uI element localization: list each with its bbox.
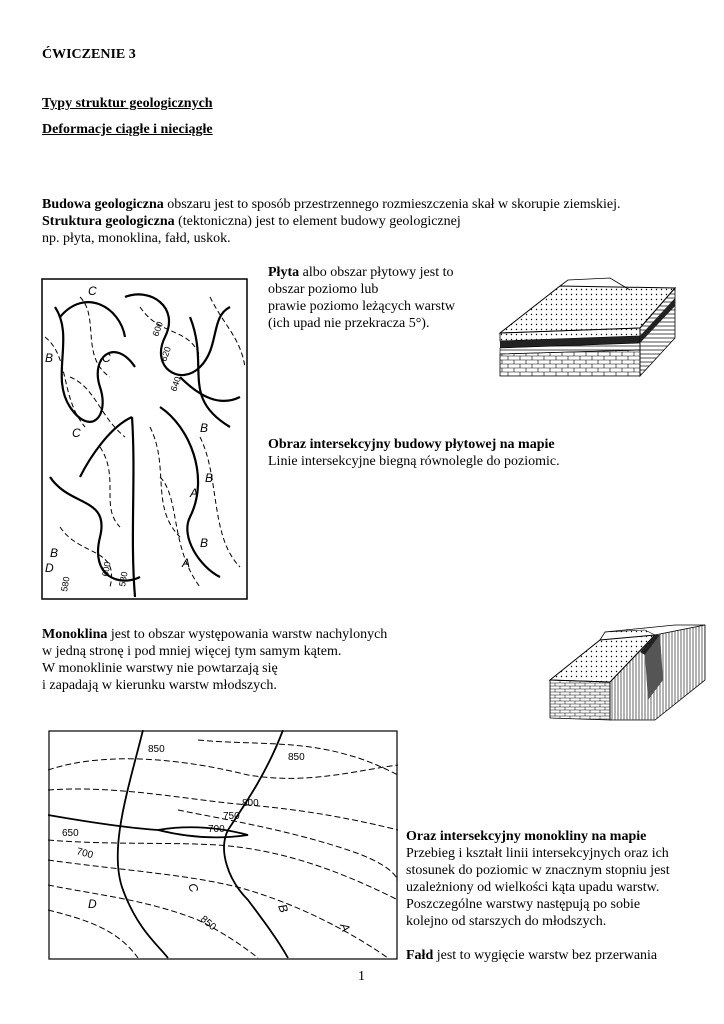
- map1-label-d1: D: [45, 561, 54, 575]
- map1-label-a1: A: [190, 486, 199, 500]
- map1-contour-600b: 600: [100, 560, 113, 578]
- map2-contour-850a: 850: [148, 744, 165, 755]
- obraz-monoklina-paragraph: [406, 828, 670, 930]
- section-title-types: Typy struktur geologicznych: [42, 96, 213, 111]
- map1-label-b1: B: [45, 351, 54, 365]
- term-budowa: Budowa geologiczna: [42, 197, 164, 212]
- map1-label-c2: C: [102, 351, 111, 365]
- map2-contour-850b: 850: [288, 752, 305, 763]
- monoklina-paragraph: [42, 626, 387, 694]
- map1-label-c3: C: [72, 426, 81, 440]
- map1-label-a2: A: [182, 556, 191, 570]
- map2-label-a: A: [337, 921, 354, 934]
- map1-label-c1: C: [88, 284, 97, 298]
- plyta-paragraph: [268, 264, 455, 332]
- map1-label-b3: B: [205, 471, 214, 485]
- monoklina-block-diagram: [545, 620, 710, 725]
- obraz-plyta-text: Linie intersekcyjne biegną równolegle do poziomic.: [268, 454, 560, 469]
- map2-contour-850c: 850: [198, 913, 218, 934]
- map1-contour-640: 640: [168, 375, 184, 393]
- map-monoklina-intersection: [48, 730, 398, 960]
- plyta-line2: obszar poziomo lub: [268, 282, 379, 297]
- map2-contour-650: 650: [62, 828, 79, 839]
- obraz-monoklina-line2: stosunek do poziomic w znacznym stopniu jest: [406, 863, 670, 878]
- monoklina-line1: jest to obszar występowania warstw nachylonych: [107, 627, 388, 642]
- fald-paragraph: [406, 947, 657, 964]
- monoklina-line2: w jedną stronę i pod mniej więcej tym samym kątem.: [42, 644, 342, 659]
- map2-contour-700b: 700: [75, 846, 95, 862]
- intro-line3: np. płyta, monoklina, fałd, uskok.: [42, 231, 231, 246]
- map1-label-b2: B: [200, 421, 209, 435]
- plyta-line3: prawie poziomo leżących warstw: [268, 299, 455, 314]
- obraz-plyta-title: Obraz intersekcyjny budowy płytowej na mapie: [268, 437, 555, 452]
- obraz-monoklina-line4: Poszczególne warstwy następują po sobie: [406, 897, 641, 912]
- intro-line2: (tektoniczna) jest to element budowy geologicznej: [174, 214, 461, 229]
- plyta-line4: (ich upad nie przekracza 5°).: [268, 316, 430, 331]
- plyta-block-diagram: [490, 268, 690, 378]
- map2-label-c: C: [185, 881, 202, 895]
- fald-line1: jest to wygięcie warstw bez przerwania: [433, 948, 658, 963]
- map1-contour-580b: 580: [117, 570, 130, 588]
- map1-contour-580a: 580: [59, 575, 72, 593]
- page-title: ĆWICZENIE 3: [42, 47, 136, 62]
- map2-contour-750: 750: [223, 811, 240, 822]
- map2-contour-700a: 700: [208, 824, 225, 835]
- map2-label-b: B: [275, 902, 292, 915]
- obraz-monoklina-line5: kolejno od starszych do młodszych.: [406, 914, 607, 929]
- map1-label-b5: B: [50, 546, 59, 560]
- monoklina-line3: W monoklinie warstwy nie powtarzają się: [42, 661, 278, 676]
- obraz-monoklina-line1: Przebieg i kształt linii intersekcyjnych oraz ich: [406, 846, 669, 861]
- map1-contour-620: 620: [158, 345, 174, 363]
- map-plyta-intersection: [40, 277, 250, 602]
- term-monoklina: Monoklina: [42, 627, 108, 642]
- obraz-plyta-paragraph: [268, 436, 560, 470]
- term-fald: Fałd: [406, 948, 434, 963]
- term-struktura: Struktura geologiczna: [42, 214, 175, 229]
- term-plyta: Płyta: [268, 265, 300, 280]
- intro-line1: obszaru jest to sposób przestrzennego rozmieszczenia skał w skorupie ziemskiej.: [163, 197, 621, 212]
- map2-contour-800: 800: [242, 798, 259, 809]
- plyta-line1: albo obszar płytowy jest to: [299, 265, 454, 280]
- section-title-deformations: Deformacje ciągłe i nieciągłe: [42, 122, 213, 137]
- obraz-monoklina-line3: uzależniony od wielkości kąta upadu warstw.: [406, 880, 660, 895]
- page-number: 1: [358, 969, 365, 984]
- map1-label-b4: B: [200, 536, 209, 550]
- map1-contour-600a: 600: [150, 320, 166, 338]
- monoklina-line4: i zapadają w kierunku warstw młodszych.: [42, 678, 277, 693]
- map2-label-d: D: [88, 897, 97, 911]
- obraz-monoklina-title: Oraz intersekcyjny monokliny na mapie: [406, 829, 647, 844]
- intro-paragraph: [42, 196, 621, 247]
